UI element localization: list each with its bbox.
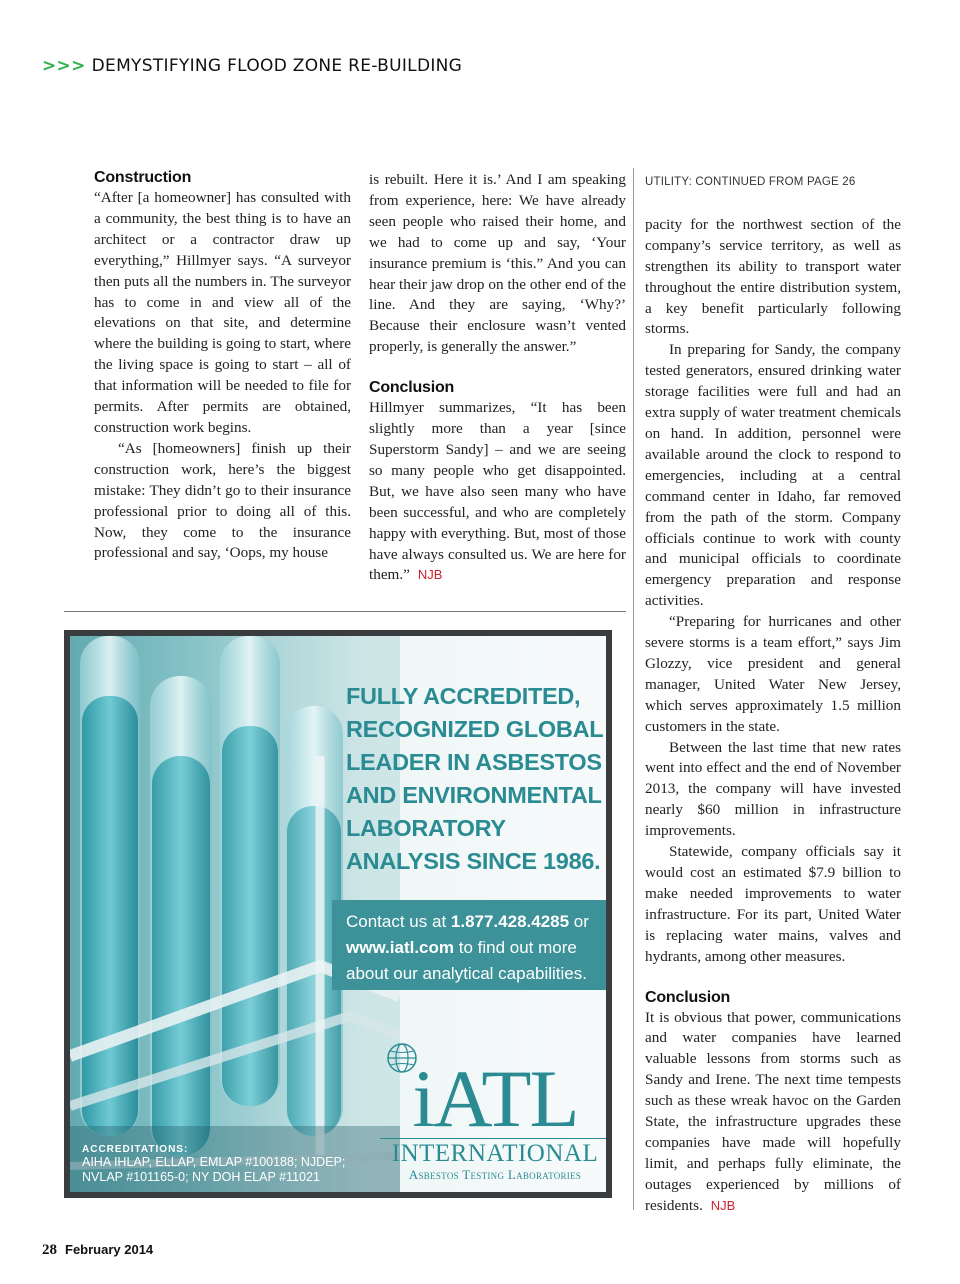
col3-paragraph-2: In preparing for Sandy, the company tested generators, ensured drinking water storage facilities were full and had an extra supply of water treatment chemicals on hand. In addition, personnel were available around the clock to respond to emergencies, including at a central command center in Idaho, far removed from the path of the storm. Company officials continue to work with county and municipal officials to coordinate emergency preparation and response activities. <box>645 341 901 610</box>
ad-headline: FULLY ACCREDITED, RECOGNIZED GLOBAL LEADER IN ASBESTOS AND ENVIRONMENTAL LABORATORY ANALYSIS SINCE 1986. <box>346 683 603 874</box>
header-title: DEMYSTIFYING FLOOD ZONE RE-BUILDING <box>91 56 463 76</box>
logo-subtitle: Asbestos Testing Laboratories <box>408 1167 582 1182</box>
col1-paragraph-1: “After [a homeowner] has consulted with a community, the best thing is to have an architect or a contractor draw up everything,” Hillmyer says. “A surveyor then puts all the numbers in. The surveyor has to come in and view all of the elevations on that site, and determine where the building is going to start, where the living space is going to start – all of that information will be needed to file for permits. After permits are obtained, construction work begins. <box>94 189 351 436</box>
col1-paragraph-2: “As [homeowners] finish up their construction work, here’s the biggest mistake: They didn’t go to their insurance professional prior to doing all of this. Now, they come to the insurance professional and say, ‘Oops, my house <box>94 439 351 562</box>
contact-phone[interactable]: 1.877.428.4285 <box>450 912 570 931</box>
globe-icon <box>386 1042 418 1074</box>
article-column-2 <box>369 170 626 586</box>
col3-paragraph-6-text: It is obvious that power, communications and water companies have learned valuable lessons from storms such as Sandy and Irene. The next time tempests such as these wreak havoc on the Garden State, the infrastructure upgrades these companies have made will hopefully limit, and perhaps fully eliminate, the outages experienced by millions of residents. <box>645 1008 901 1214</box>
contact-post: to find out more about our analytical capabilities. <box>346 938 587 983</box>
column-divider <box>633 168 634 1210</box>
conclusion-heading-2: Conclusion <box>645 988 731 1006</box>
iatl-advertisement[interactable] <box>64 630 612 1198</box>
col3-paragraph-3: “Preparing for hurricanes and other severe storms is a team effort,” says Jim Glozzy, vice president and general manager, United Water New Jersey, which serves approximately 1.5 million customers in the state. <box>645 613 901 735</box>
conclusion-heading: Conclusion <box>369 379 455 397</box>
col2-paragraph-2-text: Hillmyer summarizes, “It has been slightly more than a year [since Superstorm Sandy] – and we are seeing so many people who get disappointed. But, we have also seen many who have been successful, and who are completely happy with everything. But, most of those have always consulted us. We are here for them.” <box>369 399 626 584</box>
article-column-1 <box>94 168 351 564</box>
section-header <box>42 56 462 76</box>
article-column-3 <box>645 170 901 1217</box>
accreditations-block <box>82 1144 352 1185</box>
ad-panel <box>70 636 606 1192</box>
tube-2 <box>150 676 212 1156</box>
col3-paragraph-5: Statewide, company officials say it would cost an estimated $7.9 billion to make needed improvements to water infrastructure. For its part, United Water is replacing water mains, valves and hydrants, among other measures. <box>645 843 901 965</box>
contact-mid: or <box>569 912 589 931</box>
contact-website-link[interactable]: www.iatl.com <box>346 938 455 957</box>
logo-wordmark: iATL <box>412 1053 578 1144</box>
tube-1 <box>80 636 140 1136</box>
continued-from-label: UTILITY: CONTINUED FROM PAGE 26 <box>645 176 856 188</box>
iatl-logo <box>380 1042 606 1183</box>
col2-paragraph-1: is rebuilt. Here it is.’ And I am speaking from experience, here: We have already seen people who raised their home, and we had to come up and say, ‘Your insurance premium is ‘this.” And you can hear their jaw drop on the other end of the line. And they are saying, ‘Why?’ Because their enclosure wasn’t vented properly, is generally the answer.” <box>369 171 626 356</box>
col3-paragraph-1: pacity for the northwest section of the company’s service territory, as well as strengthen its ability to transport water throughout the entire distribution system, a key benefit particularly following storms. <box>645 215 901 338</box>
accreditations-label: ACCREDITATIONS: <box>82 1144 189 1155</box>
col2-paragraph-2 <box>369 398 626 586</box>
ad-contact-band <box>332 900 606 990</box>
contact-pre: Contact us at <box>346 912 451 931</box>
logo-international: INTERNATIONAL <box>380 1138 606 1167</box>
accreditations-line-2: NVLAP #101165-0; NY DOH ELAP #11021 <box>82 1170 320 1184</box>
col3-paragraph-6 <box>645 1008 901 1217</box>
njb-signoff-2: NJB <box>710 1197 736 1213</box>
construction-heading: Construction <box>94 169 192 186</box>
issue-date: February 2014 <box>65 1242 154 1257</box>
header-chevrons: >>> <box>42 56 86 76</box>
page-footer <box>42 1242 153 1259</box>
tube-3 <box>220 636 280 1106</box>
njb-signoff: NJB <box>417 567 443 583</box>
col3-paragraph-4: Between the last time that new rates went into effect and the end of November 2013, the company will have invested nearly $60 million in infrastructure improvements. <box>645 738 901 840</box>
accreditations-line-1: AIHA IHLAP, ELLAP, EMLAP #100188; NJDEP; <box>82 1155 346 1169</box>
ad-divider <box>64 611 626 612</box>
page-number: 28 <box>42 1242 57 1258</box>
